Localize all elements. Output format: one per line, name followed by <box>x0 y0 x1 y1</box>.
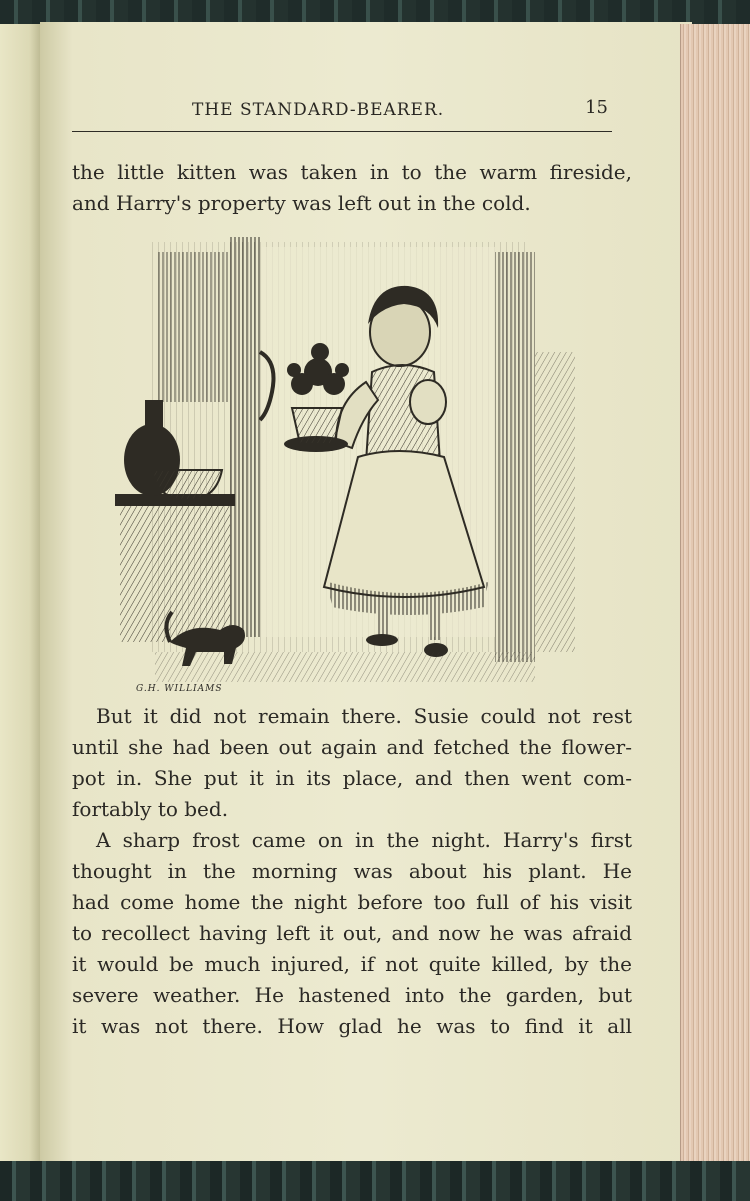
engraver-signature: G.H. WILLIAMS <box>136 684 223 694</box>
facing-page-edge <box>0 24 42 1164</box>
text-line: But it did not remain there. Susie could not rest <box>96 704 632 728</box>
text-line: had come home the night before too full of his visit <box>72 890 632 914</box>
text-line: and Harry's property was left out in the cold. <box>72 191 531 215</box>
text-line: pot in. She put it in its place, and then went com- <box>72 766 632 790</box>
text-line: until she had been out again and fetched the flower- <box>72 735 632 759</box>
page-header <box>72 95 612 132</box>
text-line: fortably to bed. <box>72 797 229 821</box>
engraving-illustration <box>110 232 580 700</box>
book-bottom-edge <box>0 1161 750 1201</box>
text-line: severe weather. He hastened into the garden, but <box>72 983 632 1007</box>
text-line: A sharp frost came on in the night. Harry's first <box>96 828 632 852</box>
text-line: thought in the morning was about his plant. He <box>72 859 632 883</box>
body-text <box>72 701 632 1042</box>
page-fore-edge <box>680 24 750 1164</box>
text-line: the little kitten was taken in to the warm fireside, <box>72 160 632 184</box>
text-line: it would be much injured, if not quite killed, by the <box>72 952 632 976</box>
text-line: it was not there. How glad he was to find it all <box>72 1014 632 1038</box>
running-title: THE STANDARD-BEARER. <box>192 100 445 120</box>
paragraph-continuation <box>72 157 632 219</box>
text-line: to recollect having left it out, and now he was afraid <box>72 921 632 945</box>
page-number: 15 <box>585 97 608 118</box>
